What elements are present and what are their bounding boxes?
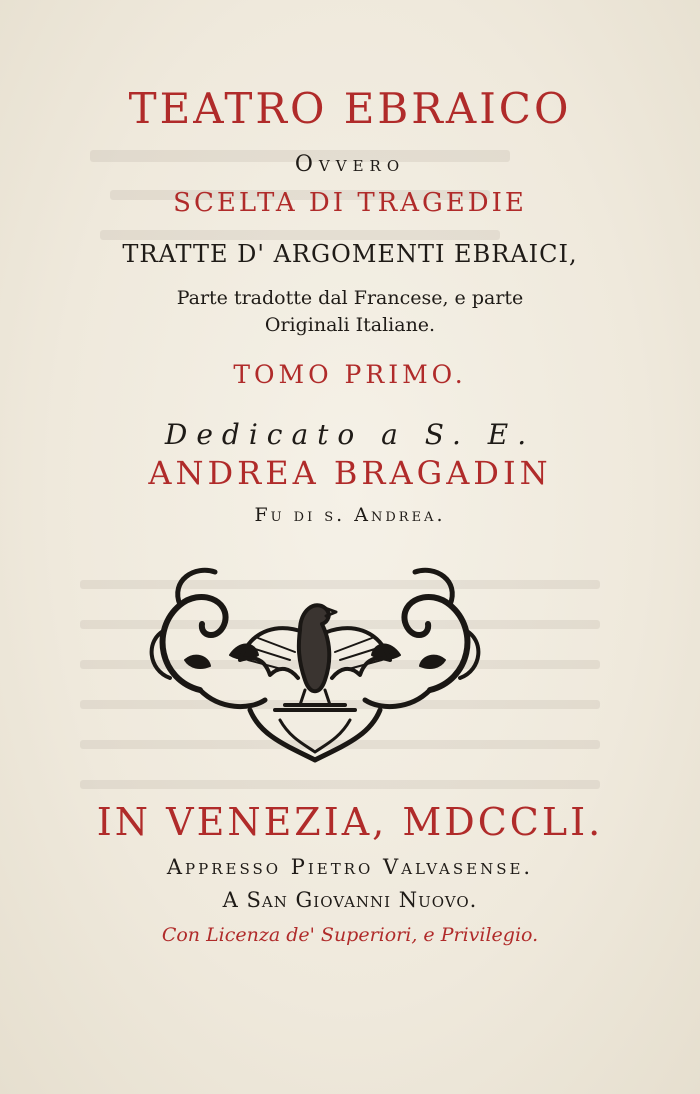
dedicatee-name: ANDREA BRAGADIN [148,454,552,492]
dedicatee-suffix: Fu di ſ. Andrea. [254,504,446,526]
dedication-line: Dedicato a S. E. [164,418,536,451]
subtitle: SCELTA DI TRAGEDIE [173,188,527,218]
license-line: Con Licenza de' Superiori, e Privilegio. [161,924,539,946]
eagle-ornament-icon [140,560,490,770]
volume-label: TOMO PRIMO. [233,360,467,389]
description-line-1: Parte tradotte dal Francese, e parte [176,287,524,309]
publisher-line: Appreſſo Pietro Valvasense. [166,855,534,879]
ovvero-line: Ovvero [294,152,406,177]
address-line: A San Giovanni Nuovo. [222,888,478,912]
imprint-place: IN VENEZIA, MDCCLI. [96,800,604,844]
description-line-2: Originali Italiane. [264,314,436,336]
book-title: TEATRO EBRAICO [128,84,572,133]
subtitle-second-line: TRATTE D' ARGOMENTI EBRAICI, [122,240,578,268]
